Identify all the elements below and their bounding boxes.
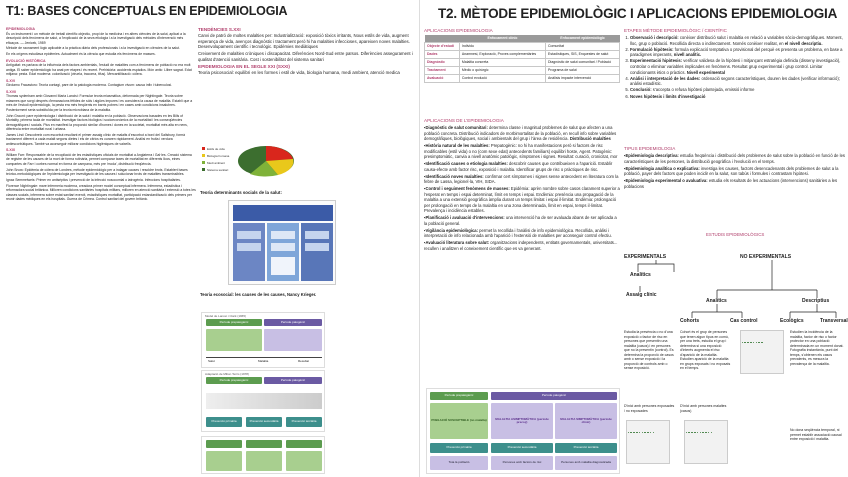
use-item-text: organitzacions independents, entitats governamentals, universitats... recullen i analitzen el coneixement científic que es va generant. bbox=[424, 240, 618, 251]
psychosocial-theory: Teoria psicosocial: equilibri en les formes i estil de vida, biologia humana, medi ambient, atenció medica bbox=[198, 70, 400, 76]
method-step-title: Formulació hipòtesis: bbox=[630, 46, 674, 52]
method-step-title: Conclusió: bbox=[630, 87, 652, 93]
pie-legend-1: Estils de vida bbox=[207, 147, 225, 151]
tree-leaf-note: No dona seqüència temporal, ni permet establir associació causal entre exposició i malaltia. bbox=[790, 428, 842, 442]
table-cell: Diagnòstic bbox=[425, 58, 460, 66]
use-bullet-icon: ▪ bbox=[424, 240, 426, 246]
social-determinants-heading: Teoria determinants socials de la salut: bbox=[200, 190, 282, 195]
tree-cohorts: Cohorts bbox=[680, 318, 700, 324]
page-1-title: T1: BASES CONCEPTUALS EN EPIDEMIOLOGIA bbox=[6, 4, 288, 18]
prevention-diagram bbox=[426, 388, 620, 474]
method-step-text: formula explicació temptativa o provisional del perquè es presenta un problema, en base a paradigmes imperants, bbox=[630, 46, 843, 58]
history-paragraph: Antiguitat: es parlava de la influència dels factors ambientals, l'estudi de malalties com a fenòmens de població no era molt antiga. El saber epidemiològic ha anat per etapes i és recent. Prehistòria: accidents espàdics. Món antic: Llibre sagrat. Edat mitjana: pesta. Edat moderna: colonització (viruela, tracoma, tifus). Mercantilització: còlera. bbox=[6, 63, 192, 77]
method-steps-section bbox=[624, 28, 846, 148]
use-item-title: Diagnòstic de salut comunitari: bbox=[425, 125, 488, 131]
epi-types-section bbox=[624, 146, 846, 224]
use-item bbox=[424, 215, 620, 226]
page-2-title: T2. MÈTODE EPIDEMIOLÒGIC I APLICACIONS EPIDEMIOLOGIA bbox=[438, 6, 838, 21]
history-heading: S.XVI bbox=[6, 78, 16, 83]
tree-leaf-cohort: Cohort és el grup de persones que tenen algun tipus en comú, per una trets, estudia el grup i determina si una exposició d'interès augmenta el risc d'aparició de la malaltia. Estudien aparició de la malaltia en grups exposats i no exposats en el temps. bbox=[680, 330, 731, 371]
table-cell: Diagnòstic de salut comunitari / Població bbox=[546, 58, 620, 66]
history-paragraph: John Graunt: pare epidemiologia i distribució de la salut i malaltia en la població. Observacions basades en les Bills of Mortality, primera taula de mortalitat. Investigar factors biològics i socioeconòmics de la mortalitat i les conseqüències demogràfiques i socials. Pius en manifest la proporció similar d'homes i dones en la societat, mortalitat més alta en nens, diferència entre mortalitat rural i urbana. bbox=[6, 113, 188, 132]
table-cell: Anàlisis impacte intervenció bbox=[546, 74, 620, 82]
prev-symptomatic: MALALTIA SIMPTOMÀTICA (període clínic) bbox=[555, 403, 617, 439]
history-paragraph: William Farr: Responsable de la recopilació de les estadístiques oficials de mortalitat a Anglaterra i Gal·les. Creació sistema de registre de les causes de la mort de forma rutinària, permet comparar taxes de mortalitat en diferents llocs, eines compartes de Farr i corbes normal en forma de campana, més pre 'moda', distribució freqüència. bbox=[6, 152, 192, 166]
method-step-text: ordenació segons característiques, douren les dades (verificar informació); anàlisi estadístic. bbox=[630, 75, 840, 87]
table-cell: Programa de salut bbox=[546, 66, 620, 74]
dots-image-2 bbox=[684, 420, 728, 464]
history-paragraph: Thomas sydenham amb Giovanni Maria Lancisi: Formular teoria miasmàtica, deformada per Nightingale. Teoria sobre miasmes que sorgí després d'emanacions fètides de sòls i aigües impures i es considera la causa de malaltia. Establí que a més de l'estudi epidemiològic, la pesta era més freqüents en barris pobres i en cases amb condicions insalubres. Posteriorment seria substituïda per la teoria microbiana de la malaltia. bbox=[6, 94, 193, 112]
epi-type-title: Epidemiologia analítica o explicativa: bbox=[625, 165, 700, 171]
use-item-title: Vigilància epidemiològica: bbox=[425, 227, 479, 233]
method-steps-list bbox=[624, 35, 846, 99]
history-heading: EPIDEMIOLOGIA bbox=[6, 26, 35, 31]
table-cell: Dades bbox=[425, 50, 460, 58]
lalonde-pie bbox=[200, 137, 296, 181]
levels-box-2 bbox=[246, 440, 282, 448]
use-bullet-icon: ▪ bbox=[424, 125, 426, 131]
method-step-title: Observació i descripció: bbox=[630, 35, 679, 41]
levels-box-3 bbox=[286, 440, 322, 448]
trends-text-2: Creixement de malalties cròniques i discapacitat. Diferències Nord-Sud entre països. Diferències assegurament i qualitat d'atenció sanitària. Cost i sostenibilitat del sistema sanitari bbox=[198, 51, 413, 62]
prev-patogenic: Període patogènic bbox=[491, 392, 617, 400]
levels-box-6 bbox=[286, 451, 322, 471]
pie-legend-2: Biologia humana bbox=[207, 154, 230, 158]
lancet-prepatogenic: Període prepatogènic bbox=[206, 319, 262, 326]
pie-slice-red bbox=[266, 146, 293, 161]
table-cell: Estadístiques, SIS, Enquestes de salut bbox=[546, 50, 620, 58]
history-paragraph: Florence Nightingale: mare infermeria moderna, creadora primer model conceptual infermera. Infermera, estadística i reformadora social britànica. Milloren condicions sanitàries hospitals militars, milloren en atenció sanitària i extensió a totes les classes socials, infermera sobre estat sanitari exercit, estadístiques mortalitat, participació estandardització dels primers per reunir dades mèdiques en els hospitals. Guerra de Crimea. Control sanitari del govern britànic. bbox=[6, 183, 196, 202]
table-cell: Mèdic o quirúrgic bbox=[459, 66, 545, 74]
terris-diagram bbox=[201, 370, 325, 432]
table-row bbox=[425, 42, 620, 50]
method-step bbox=[630, 47, 846, 58]
tree-title: ESTUDIS EPIDEMIOLÒGICS bbox=[706, 232, 765, 237]
use-item bbox=[424, 240, 620, 251]
use-item-title: Control i seguiment fenòmens de masses: bbox=[425, 186, 510, 192]
terris-prepatogenic: Període prepatogènic bbox=[206, 377, 262, 384]
epi-xxi-heading: EPIDEMIOLOGIA EN EL SEGLE XXI (SXXI) bbox=[198, 64, 290, 70]
history-paragraph: És un instrument i un mètode de treball científic objectiu, propi de la medicina i en altres ciències de la salut, aplicat a la descripció dels fenòmens de salut, a l'explicació de la seva etiologia i a la investigació dels mètodes d'intervenció més eficaços. — Jenicek, 1989 bbox=[6, 31, 186, 45]
method-step bbox=[630, 35, 846, 46]
use-item bbox=[424, 125, 620, 142]
use-bullet-icon: ▪ bbox=[424, 227, 426, 233]
terris-caption: Adaptació de Milton Terris (1978) bbox=[205, 372, 249, 376]
use-item-text: determina classe i magnitud problemes de salut que afecten a una població concreta. Distribució indicadors de morbimortalitat de la població, en recull info sobre variables demogràfiques, biològiques, social i ambientals del grup i l'àrea de residència. bbox=[424, 125, 617, 142]
lancet-axis bbox=[206, 357, 322, 358]
levels-box-4 bbox=[206, 451, 242, 471]
method-steps-heading: ETAPES MÈTODE EPIDEMIOLÒGIC / CIENTÍFIC bbox=[624, 28, 727, 33]
method-step-title: Anàlisi i interpretació de les dades: bbox=[630, 75, 701, 81]
use-item bbox=[424, 143, 620, 160]
table-header bbox=[425, 35, 460, 42]
tree-case-control: Cas control bbox=[730, 318, 758, 324]
page-1 bbox=[0, 0, 420, 477]
epi-type-text: estudia els resultats de les actuacions (intervencions) sanitàries a les poblacions bbox=[624, 178, 838, 189]
tree-analytic-2: Analítics bbox=[706, 298, 727, 304]
epi-type bbox=[624, 153, 846, 164]
social-determinants-image bbox=[228, 200, 336, 285]
prev-target-1: Tota la població bbox=[430, 456, 488, 470]
method-step-text: verificar validesa de la hipòtesi i mitjançant estratègia definida (disseny investigació), controlar o eliminar variables implicades en fenòmens. Resultat grup experimental i grup control. Limitar condicionants ètics o pràctics. bbox=[630, 58, 841, 75]
tree-ecological: Ecològics bbox=[780, 318, 804, 324]
prevention-levels-image bbox=[201, 436, 325, 474]
method-step-text: conèixer distribució salut i malaltia en relació a variables sòcio-demogràfiques. Moment, lloc, grup o població. Recollida directa o indirectament. Només conèixer realitat, en bbox=[630, 35, 843, 46]
terris-prev-2: Prevenció secundària bbox=[246, 417, 282, 427]
tree-leaf-transversal: Estudien la incidència de la malaltia, factor de risc o factor protector en una població determinada en un moment donat. Fotografia instantània, punt del temps, s'obtenen els casos prevalents, es mesura la prevalença de la malaltia. bbox=[790, 330, 844, 366]
prev-target-2: Persones amb factors de risc bbox=[491, 456, 553, 470]
lancet-clark-diagram bbox=[201, 312, 325, 368]
history-paragraph: Girolamo Fracastoro: Teoria contagi, pare de la patologia moderna. Contagium vivum: causa ínfix i tuberculosi. bbox=[6, 83, 172, 88]
use-item-title: Avaluació literatura sobre salut: bbox=[425, 240, 490, 246]
uses-section bbox=[424, 118, 620, 376]
table-header: Enfocament clínic bbox=[459, 35, 545, 42]
history-heading: S.XIX bbox=[6, 148, 16, 153]
levels-box-5 bbox=[246, 451, 282, 471]
table-row bbox=[425, 74, 620, 82]
use-bullet-icon: ▪ bbox=[424, 143, 426, 149]
epi-types-heading: TIPUS EPIDEMIOLOGIA bbox=[624, 146, 676, 151]
table-cell: Objecte d'estudi bbox=[425, 42, 460, 50]
trends-heading: TENDÈNCIES S.XXI bbox=[198, 26, 241, 32]
prev-prepatogenic: Període prepatogènic bbox=[430, 392, 488, 400]
tree-no-experimentals: NO EXPERIMENTALS bbox=[740, 254, 792, 260]
terris-curve bbox=[206, 393, 322, 409]
epi-type bbox=[624, 166, 846, 177]
terris-prev-1: Prevenció primària bbox=[206, 417, 242, 427]
use-item bbox=[424, 186, 620, 214]
epi-type-text: investiga les causes, factors desencadenants dels problemes de salut a la població, payer dels factors que poden incidir en la salut, son tabús i formules i contrastam hipòtesi. bbox=[624, 165, 839, 177]
table-header: Enfocament epidemiològic bbox=[546, 35, 620, 42]
tree-leaf-caption-2: D'inici amb persones malaltes (casos) bbox=[680, 404, 727, 413]
method-step-emphasis: el nivell descriptiu. bbox=[784, 40, 823, 46]
method-step bbox=[630, 58, 846, 75]
lancet-patogenic: Període patogènic bbox=[264, 319, 322, 326]
dots-image-3 bbox=[740, 330, 784, 374]
history-paragraph: James Lind: Descobreix com escorbut resultant el primer assaig clínic de malalts d'escorbut a bord del Salisbury, formà tractament diferent a cada malalt segons dietes i els de cítrics es curaren ràpidament. Anàlisi en fruita i verdura antiescorbútiques. També va aconseguir millorar condicions higièniques de vaixells. bbox=[6, 132, 186, 146]
prev-tertiary: Prevenció terciària bbox=[555, 443, 617, 453]
lancet-box-1 bbox=[206, 329, 262, 351]
terris-prev-3: Prevenció terciària bbox=[286, 417, 322, 427]
terris-patogenic: Període patogènic bbox=[264, 377, 322, 384]
use-item-text: una intervenció ha de ser avaluada abans de ser aplicada a la població general. bbox=[424, 215, 617, 226]
lancet-resultat: Resultat bbox=[298, 359, 310, 363]
prev-primary: Prevenció primària bbox=[430, 443, 488, 453]
history-paragraph: Mètode de raonament lògic aplicable a la pràctica diària dels professionals i a la investigació en ciències de la salut. bbox=[6, 46, 180, 51]
dots-image-1 bbox=[626, 420, 670, 464]
ecosocial-theory: Teoria ecosocial: les causes de les causes, Nancy Krieger. bbox=[200, 292, 317, 297]
tree-experimentals: EXPERIMENTALS bbox=[624, 254, 667, 260]
history-paragraph: John Snow: Epidèmia de còlera de Londres, mètode epidemiològic per a indagar causes i resoldre brots. Establert bases teòrico-metodològiques de l'epidemiologia per investigació de les causes i solucionar brots de malalties transmissibles. bbox=[6, 167, 188, 177]
table-row bbox=[425, 50, 620, 58]
table-cell: Anamnesi, Exploració, Proves complementàries bbox=[459, 50, 545, 58]
use-item-title: Identificació causes o etiologia malalties: bbox=[425, 161, 508, 167]
epi-type-title: Epidemiologia descriptiva: bbox=[625, 153, 679, 159]
method-step bbox=[630, 76, 846, 87]
epi-type bbox=[624, 178, 846, 189]
use-item bbox=[424, 228, 620, 239]
use-item-text: Epidèmia: aprèn nombre sobre casos clarament superior a l'esperat en temps i espai determinat, límit en temps i espai. Endèmia: presència una propagació de la malaltia a una extensió geogràfica àmplia durant un temps limitat i espai il·limitat. Endèmia: prolongació per prolongació en temps de la malaltia en una zona determinada, límit en espai, temps il·limitat. Prevalença i incidència estables. bbox=[424, 186, 620, 214]
table-cell: Malaltia concreta bbox=[459, 58, 545, 66]
epi-type-bullet-icon: ▪ bbox=[624, 165, 626, 171]
method-step-emphasis: Nivell experimental bbox=[686, 69, 725, 75]
prev-asymptomatic: MALALTIA ASIMPTOMÀTICA (període precoç) bbox=[491, 403, 553, 439]
history-heading: S.XVII bbox=[6, 89, 17, 94]
tree-leaf-caption-1: D'inici amb persones exposades / no exposades bbox=[624, 404, 675, 413]
use-item-emphasis: Distribució malalties bbox=[569, 136, 611, 142]
page-2 bbox=[422, 0, 848, 477]
use-item-text: descobrir causes que contribueixen a l'aparició. Establir causa-efecte amb factor risc, exposició i malaltia. Identificar grups de risc o pràctiques de risc. bbox=[424, 161, 613, 172]
table-cell: Individu bbox=[459, 42, 545, 50]
use-bullet-icon: ▪ bbox=[424, 161, 426, 167]
use-item bbox=[424, 161, 620, 172]
applications-heading: APLICACIONS EPIDEMIOLOGIA bbox=[424, 28, 493, 33]
tree-descriptive: Descriptius bbox=[802, 298, 830, 304]
clinical-vs-epi-table bbox=[424, 35, 620, 83]
social-determinants-diagram bbox=[229, 201, 336, 285]
study-types-tree bbox=[622, 220, 846, 475]
epi-type-text: estudia freqüència i distribució dels problemes de salut sobre la població en funció de les característiques de les persones, la distribució geogràfica i l'evolució en el temps. bbox=[624, 153, 846, 164]
levels-box-1 bbox=[206, 440, 242, 448]
use-item-title: Identificació noves malalties: bbox=[425, 173, 484, 179]
use-item-text: Prepatogènic: no hi ha manifestacions però si factors de risc modificables (estil vida) o no (com sexe edat) antecedents familiars) equilibri hoste, Agent. Patogènic: presimptomàtic, canvia a nivell anatòmic patològic, símptomes i signes. Resultat: curació, cronicitat, mor bbox=[424, 143, 618, 160]
lancet-caption: Model de Lancet i Clark (1965) bbox=[205, 314, 247, 318]
method-step-title: Noves hipòtesis i límits d'investigació bbox=[630, 93, 706, 99]
lancet-salut: Salut bbox=[208, 359, 215, 363]
epi-type-bullet-icon: ▪ bbox=[624, 178, 626, 184]
table-row bbox=[425, 58, 620, 66]
lancet-malaltia: Malaltia bbox=[258, 359, 269, 363]
history-paragraph: Ignaz Semmelweis: Primer en antiséptics i prevenció de la infecció nosocomial o iatrogènia. Infeccions hospitalàries. bbox=[6, 178, 181, 183]
table-cell: Tractament bbox=[425, 66, 460, 74]
method-step bbox=[630, 94, 846, 100]
use-item-text: confirmar cert símptomes i signes sense antecedent en literatura com la febre de Lassa, legionel·la, VIH, SIDA. bbox=[424, 173, 619, 185]
method-step-emphasis: nivell analític. bbox=[673, 52, 702, 58]
method-step bbox=[630, 87, 846, 93]
history-column bbox=[6, 25, 196, 475]
prev-secondary: Prevenció secundària bbox=[491, 443, 553, 453]
table-cell: Comunitat bbox=[546, 42, 620, 50]
history-heading: EVOLUCIÓ HISTÒRICA bbox=[6, 58, 46, 63]
use-bullet-icon: ▪ bbox=[424, 215, 426, 221]
use-item-text: permet la recollida i l'anàlisi de info epidemiològica. Recollida, anàlisi i interpretació de info relacionada amb l'aparició i l'extensió de malalties per aconseguir control efectiu. bbox=[424, 227, 612, 239]
prev-target-3: Persones amb malaltia diagnosticada bbox=[555, 456, 617, 470]
tree-transversal: Transversal bbox=[820, 318, 848, 324]
uses-heading: APLICACIONS DE L'EPIDEMIOLOGIA bbox=[424, 118, 504, 123]
use-item-title: Història natural de les malalties: bbox=[425, 143, 490, 149]
pie-legend-4: Sistema sanitari bbox=[207, 168, 229, 172]
method-step-text: s'accepta o refusa hipòtesi plantejada, emissió informe bbox=[651, 87, 755, 93]
history-paragraph: En els orígens estudiava epidèmies. Actualment és la ciència que estudia els fenòmens de masses. bbox=[6, 52, 156, 57]
table-cell: Control evolució bbox=[459, 74, 545, 82]
use-bullet-icon: ▪ bbox=[424, 186, 426, 192]
table-row bbox=[425, 66, 620, 74]
use-item bbox=[424, 174, 620, 185]
lalonde-pie-image bbox=[200, 137, 296, 181]
epi-type-bullet-icon: ▪ bbox=[624, 153, 626, 159]
epi-type-title: Epidemiologia experimental o avaluativa: bbox=[625, 178, 708, 184]
tree-analytic: Analítics bbox=[630, 272, 651, 278]
use-bullet-icon: ▪ bbox=[424, 173, 426, 179]
pie-legend-3: Medi ambient bbox=[207, 161, 226, 165]
table-cell: Avaluació bbox=[425, 74, 460, 82]
trends-text: Canvi de patró de moltes malalties per: Industrialització: exposició tòxics irritants, Nous estils de vida, augment esperança de vida, avenços diagnòstic i tractament però hi ha malalties infeccioses, apareixen noves malalties. Desenvolupament científic i tecnològic. Epidèmies mediàtiques bbox=[198, 32, 410, 50]
lancet-box-2 bbox=[264, 329, 322, 351]
tree-clinical-trial: Assaig clínic bbox=[626, 292, 657, 298]
prev-susceptible: POBLACIÓ SUSCEPTIBLE (no malalta) bbox=[430, 403, 488, 439]
use-item-title: Planificació i avaluació d'intervencions: bbox=[425, 215, 505, 221]
method-step-title: Experimentació hipòtesis: bbox=[630, 58, 683, 64]
tree-leaf-case-control: Estudia la presència o no d'una exposició o factor de risc en persones que presentin una malaltia (casos) i en persones que no la presentin (control). Es determina la proporció de casos amb o sense exposició i la proporció de controls amb o sense exposició. bbox=[624, 330, 674, 371]
